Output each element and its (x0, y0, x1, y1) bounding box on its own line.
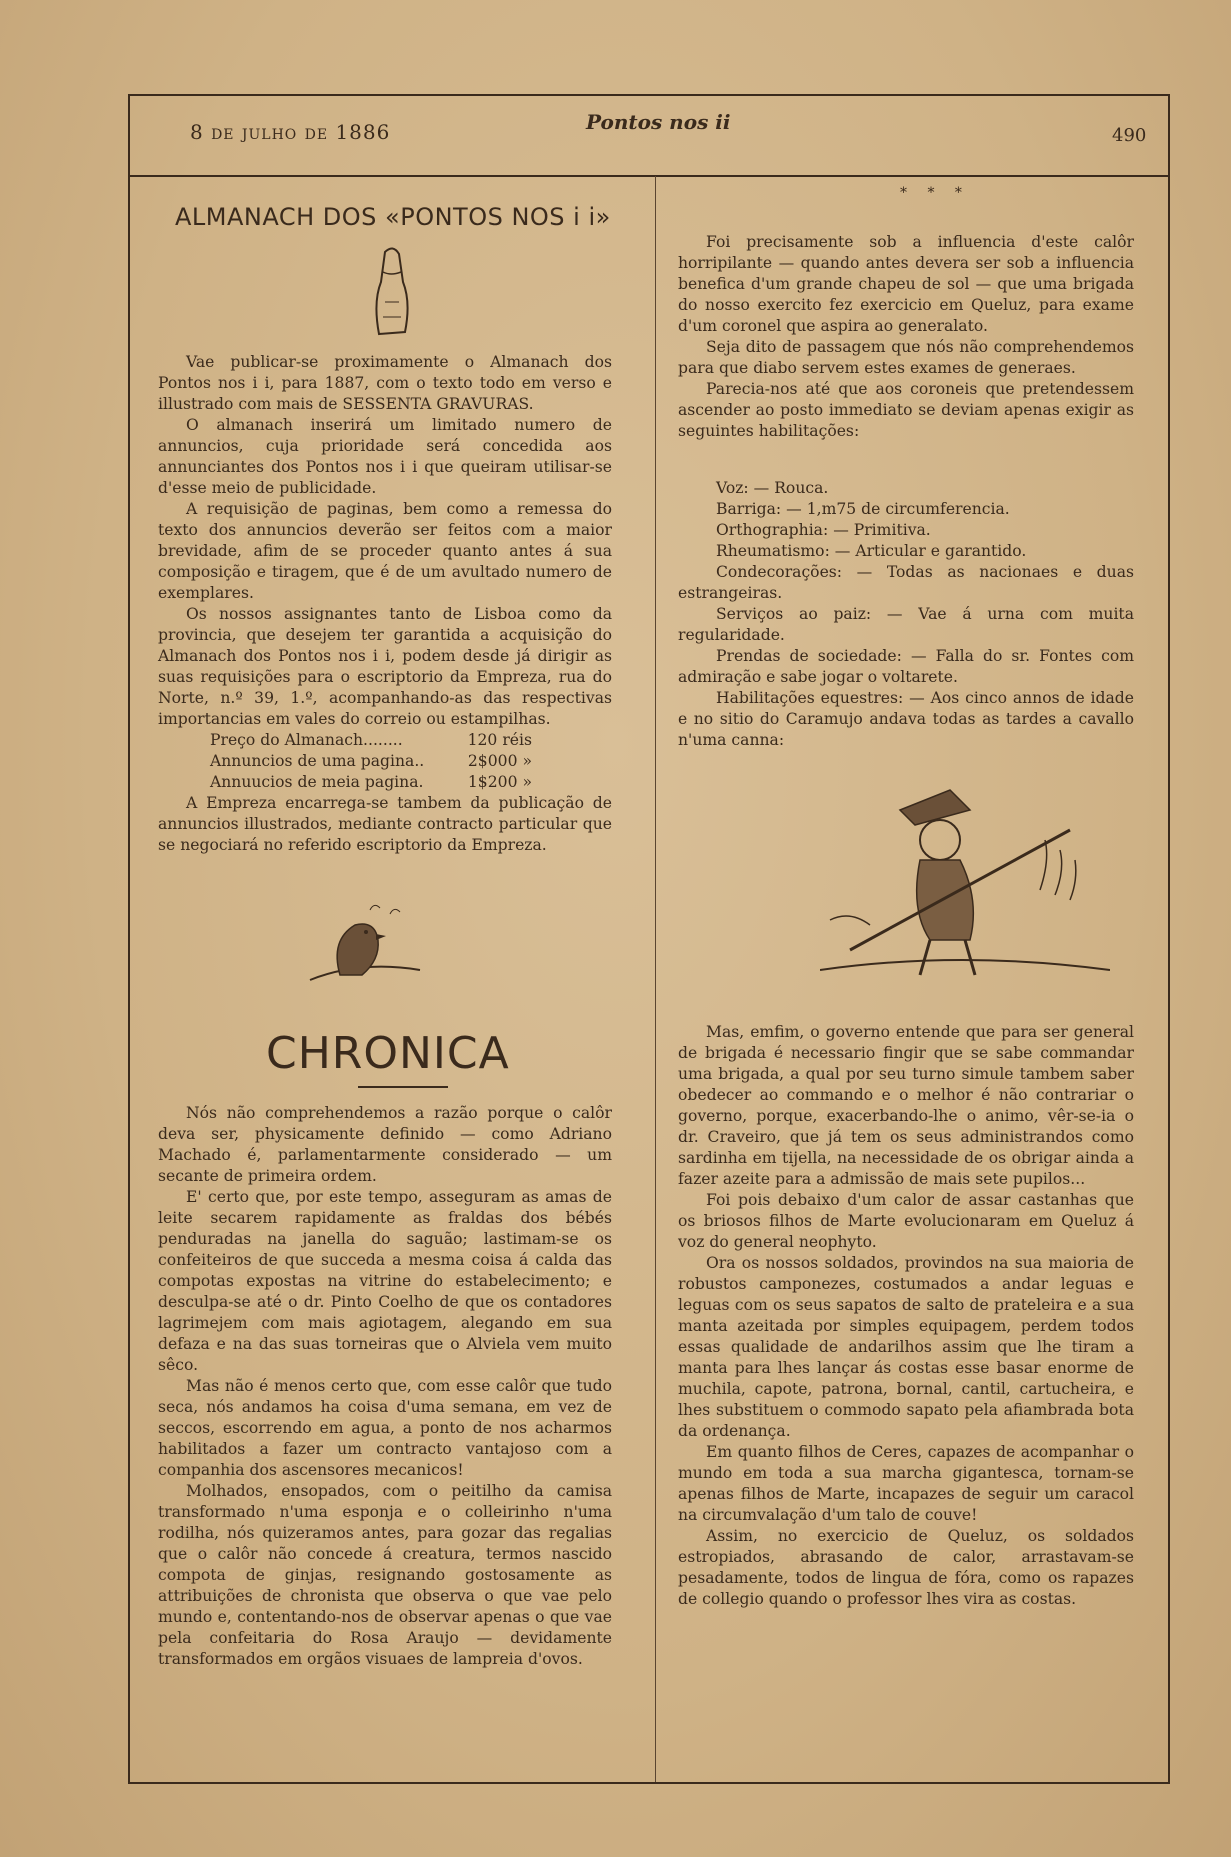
almanach-closing: A Empreza encarrega-se tambem da publicação de annuncios illustrados, mediante contracto particular que se negociará no referido escriptorio da Empreza. (158, 794, 612, 854)
qualification-item: Habilitações equestres: — Aos cinco annos de idade e no sitio do Caramujo andava todas as tardes a cavallo n'uma canna: (678, 689, 1134, 749)
almanach-title: ALMANACH DOS «PONTOS NOS i i» (175, 203, 611, 231)
chronica-paragraph: Mas não é menos certo que, com esse calôr que tudo seca, nós andamos ha coisa d'uma semana, em vez de seccos, escorrendo em agua, a ponto de nos acharmos habilitados a fazer um contracto vantajoso com a companhia dos ascensores mecanicos! (158, 1377, 612, 1479)
almanach-paragraph: Os nossos assignantes tanto de Lisboa como da provincia, que desejem ter garantida a acquisição do Almanach dos Pontos nos i i, podem desde já dirigir as suas requisições para o escriptorio da Empreza, rua do Norte, n.º 39, 1.º, acompanhando-as das respectivas importancias em vales do correio ou estampilhas. (158, 605, 612, 728)
price-value: 2$000 » (467, 752, 532, 770)
hooded-figure-illustration (355, 242, 425, 342)
chronica-paragraph: E' certo que, por este tempo, asseguram as amas de leite secarem rapidamente as fraldas dos bébés penduradas na janella do saguão; lastimam-se os confeiteiros de que succeda a mesma coisa á calda das compotas expostas na vitrine do estabelecimento; e desculpa-se até o dr. Pinto Coelho de que os contadores lagrimejem com mais agiotagem, alegando em sua defaza e na das suas torneiras que o Alviela vem muito sêco. (158, 1188, 612, 1374)
qualification-item: Prendas de sociedade: — Falla do sr. Fontes com admiração e sabe jogar o voltarete. (678, 647, 1134, 686)
header-rule (128, 175, 1170, 177)
qualification-item: Rheumatismo: — Articular e garantido. (716, 542, 1027, 560)
chronica-paragraph: Molhados, ensopados, com o peitilho da camisa transformado n'uma esponja e o colleirinho n'uma rodilha, nós quizeramos antes, para gozar das regalias que o calôr não concede á creatura, termos nascido compota de ginjas, resignando gostosamente as attribuições de chronista que observa o que vae pelo mundo e, contentando-nos de observar apenas o que vae pela confeitaria do Rosa Araujo — devidamente transformados em orgãos visuaes de lampreia d'ovos. (158, 1482, 612, 1668)
qualification-item: Orthographia: — Primitiva. (716, 521, 931, 539)
right-continuation-text (678, 1022, 1134, 1610)
qualification-item: Barriga: — 1,m75 de circumferencia. (716, 500, 1010, 518)
page-number: 490 (1112, 125, 1147, 146)
chronica-rule (358, 1086, 448, 1088)
price-row (158, 751, 612, 772)
frame-border-top (128, 94, 1170, 96)
almanach-paragraph: A requisição de paginas, bem como a remessa do texto dos annuncios deverão ser feitos com a maior brevidade, afim de se proceder quanto antes á sua composição e tiragem, que é de um avultado numero de exemplares. (158, 500, 612, 602)
almanach-announcement (158, 352, 612, 856)
column-divider (655, 176, 656, 1782)
chronica-title: CHRONICA (266, 1028, 510, 1079)
qualifications-list (678, 478, 1134, 751)
frame-border-left (128, 94, 130, 1784)
chronica-paragraph: Nós não comprehendemos a razão porque o calôr deva ser, physicamente definido — como Adriano Machado é, parlamentarmente considerado — um secante de primeira ordem. (158, 1104, 612, 1185)
right-paragraph: Foi precisamente sob a influencia d'este calôr horripilante — quando antes devera ser sob a influencia benefica d'um grande chapeu de sol — que uma brigada do nosso exercito fez exercicio em Queluz, para exame d'um coronel que aspira ao generalato. (678, 233, 1134, 335)
qualification-item: Serviços ao paiz: — Vae á urna com muita regularidade. (678, 605, 1134, 644)
section-stars: * * * (900, 185, 970, 201)
price-row (158, 730, 612, 751)
price-label: Annuucios de meia pagina. (210, 773, 424, 791)
almanach-paragraph: O almanach inserirá um limitado numero de annuncios, cuja prioridade será concedida aos annunciantes dos Pontos nos i i que queiram utilisar-se d'esse meio de publicidade. (158, 416, 612, 497)
right-intro-text (678, 232, 1134, 442)
price-row (158, 772, 612, 793)
right-paragraph: Ora os nossos soldados, provindos na sua maioria de robustos camponezes, costumados a andar leguas e leguas com os seus sapatos de salto de prateleira e a sua manta azeitada por simples equipagem, perdem todos essas qualidade de andarilhos assim que lhe tiram a manta para lhes lançar ás costas esse basar enorme de muchila, capote, patrona, bornal, cantil, cartucheira, e lhes substituem o commodo sapato pela afiambrada bota da ordenança. (678, 1254, 1134, 1440)
qualification-item: Condecorações: — Todas as nacionaes e duas estrangeiras. (678, 563, 1134, 602)
frame-border-bottom (128, 1782, 1170, 1784)
bird-on-branch-illustration (300, 900, 430, 1000)
right-paragraph: Assim, no exercicio de Queluz, os soldados estropiados, abrasando de calor, arrastavam-se pesadamente, todos de lingua de fóra, como os rapazes de collegio quando o professor lhes vira as costas. (678, 1527, 1134, 1608)
header-date: 8 de julho de 1886 (190, 120, 391, 144)
right-paragraph: Em quanto filhos de Ceres, capazes de acompanhar o mundo em toda a sua marcha gigantesca, tornam-se apenas filhos de Marte, incapazes de seguir um caracol na circumvalação d'um talo de couve! (678, 1443, 1134, 1524)
chronica-text (158, 1103, 612, 1670)
masthead-logo: Pontos nos ii (586, 110, 731, 134)
boy-on-stick-horse-illustration (820, 770, 1110, 1000)
almanach-paragraph: Vae publicar-se proximamente o Almanach dos Pontos nos i i, para 1887, com o texto todo em verso e illustrado com mais de SESSENTA GRAVURAS. (158, 353, 612, 413)
price-label: Preço do Almanach........ (210, 731, 403, 749)
qualification-item: Voz: — Rouca. (716, 479, 829, 497)
right-paragraph: Seja dito de passagem que nós não comprehendemos para que diabo servem estes exames de generaes. (678, 338, 1134, 377)
price-value: 120 réis (467, 731, 532, 749)
right-paragraph: Mas, emfim, o governo entende que para ser general de brigada é necessario fingir que se sabe commandar uma brigada, a qual por seu turno simule tambem saber obedecer ao commando e o melhor é não contrariar o governo, porque, exacerbando-lhe o animo, vêr-se-ia o dr. Craveiro, que já tem os seus administrandos como sardinha em tijella, na necessidade de os obrigar ainda a fazer azeite para a admissão de mais sete pupilos... (678, 1023, 1134, 1188)
price-label: Annuncios de uma pagina.. (210, 752, 425, 770)
right-paragraph: Foi pois debaixo d'um calor de assar castanhas que os briosos filhos de Marte evolucionaram em Queluz á voz do general neophyto. (678, 1191, 1134, 1251)
price-value: 1$200 » (467, 773, 532, 791)
frame-border-right (1168, 94, 1170, 1784)
right-paragraph: Parecia-nos até que aos coroneis que pretendessem ascender ao posto immediato se deviam apenas exigir as seguintes habilitações: (678, 380, 1134, 440)
